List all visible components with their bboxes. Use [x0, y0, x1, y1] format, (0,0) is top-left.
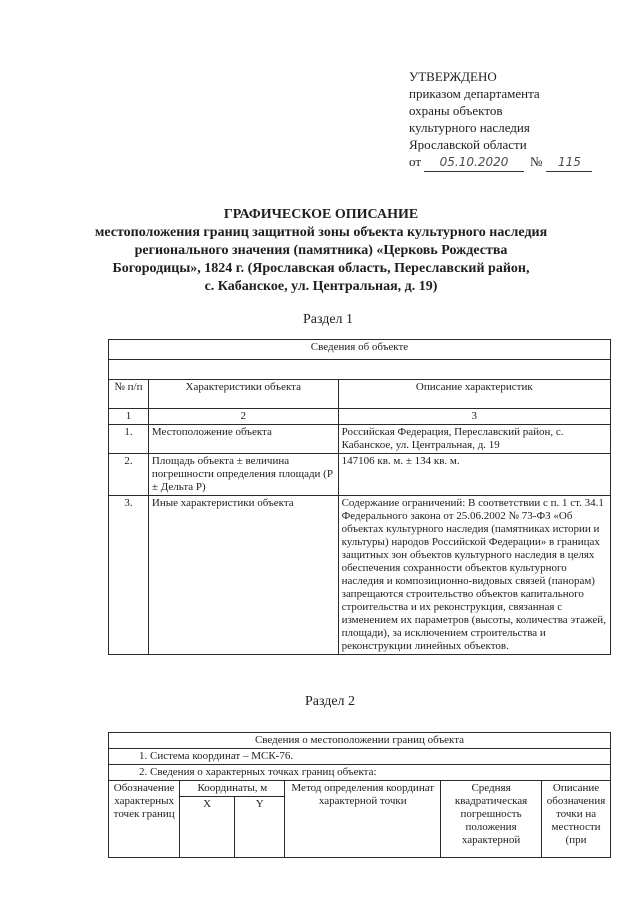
header-method: Метод определения координат характерной точки [285, 781, 441, 858]
row-number: 2. [109, 454, 149, 496]
header-x: X [180, 797, 235, 858]
row-description: Содержание ограничений: В соответствии с п. 1 ст. 34.1 Федерального закона от 25.06.2002 № 73-ФЗ «Об объектах культурного наследия (памятниках истории и культуры) народов Российской Федерации» в границах защитных зон объектов культурного наследия в целях обеспечения сохранности объектов культурного наследия и композиционно-видовых связей (панорам) запрещаются строительство объектов капитального строительства и их реконструкция, связанная с изменением их параметров (высоты, количества этажей, площади), за исключением строительства и реконструкции линейных объектов. [338, 496, 610, 655]
approval-line: культурного наследия [409, 120, 530, 135]
header-coordinates: Координаты, м [180, 781, 285, 797]
approval-order-row [409, 153, 609, 172]
header-description: Описание обозначения точки на местности (при [542, 781, 611, 858]
column-number: 1 [109, 409, 149, 425]
empty-row [109, 360, 611, 380]
title-line: с. Кабанское, ул. Центральная, д. 19) [204, 279, 438, 294]
section-2-title: Раздел 2 [304, 694, 356, 709]
row-characteristic: Иные характеристики объекта [148, 496, 338, 655]
column-number: 3 [338, 409, 610, 425]
row-description: Российская Федерация, Переславский район, с. Кабанское, ул. Центральная, д. 19 [338, 425, 610, 454]
header-cell: № п/п [109, 380, 149, 409]
approval-stamp [409, 68, 609, 172]
title-line: местоположения границ защитной зоны объекта культурного наследия [94, 225, 548, 240]
coordinate-system: 1. Система координат – МСК-76. [109, 749, 611, 765]
row-characteristic: Местоположение объекта [148, 425, 338, 454]
row-number: 1. [109, 425, 149, 454]
table-caption: Сведения об объекте [109, 340, 611, 360]
from-label: от [409, 154, 422, 169]
title-main: ГРАФИЧЕСКОЕ ОПИСАНИЕ [223, 207, 419, 222]
table-caption: Сведения о местоположении границ объекта [109, 733, 611, 749]
document-title [80, 206, 562, 296]
table-row [109, 425, 611, 454]
row-description: 147106 кв. м. ± 134 кв. м. [338, 454, 610, 496]
title-line: Богородицы», 1824 г. (Ярославская область, Переславский район, [112, 261, 530, 276]
table-row [109, 496, 611, 655]
object-info-table [108, 339, 611, 655]
row-characteristic: Площадь объекта ± величина погрешности определения площади (P ± Дельта P) [148, 454, 338, 496]
number-label: № [530, 154, 543, 169]
header-cell: Описание характеристик [338, 380, 610, 409]
column-number: 2 [148, 409, 338, 425]
title-line: регионального значения (памятника) «Церковь Рождества [134, 243, 508, 258]
header-point-designation: Обозначение характерных точек границ [109, 781, 180, 858]
handwritten-date: 05.10.2020 [424, 154, 524, 172]
approval-line: охраны объектов [409, 103, 503, 118]
row-number: 3. [109, 496, 149, 655]
approval-heading: УТВЕРЖДЕНО [409, 69, 497, 84]
section-1-title: Раздел 1 [302, 312, 354, 327]
header-error: Средняя квадратическая погрешность положения характерной [441, 781, 542, 858]
header-y: Y [234, 797, 284, 858]
approval-line: приказом департамента [409, 86, 540, 101]
header-cell: Характеристики объекта [148, 380, 338, 409]
boundary-info-table [108, 732, 611, 858]
handwritten-number: 115 [546, 154, 592, 172]
approval-line: Ярославской области [409, 137, 527, 152]
points-caption: 2. Сведения о характерных точках границ объекта: [109, 765, 611, 781]
table-row [109, 454, 611, 496]
